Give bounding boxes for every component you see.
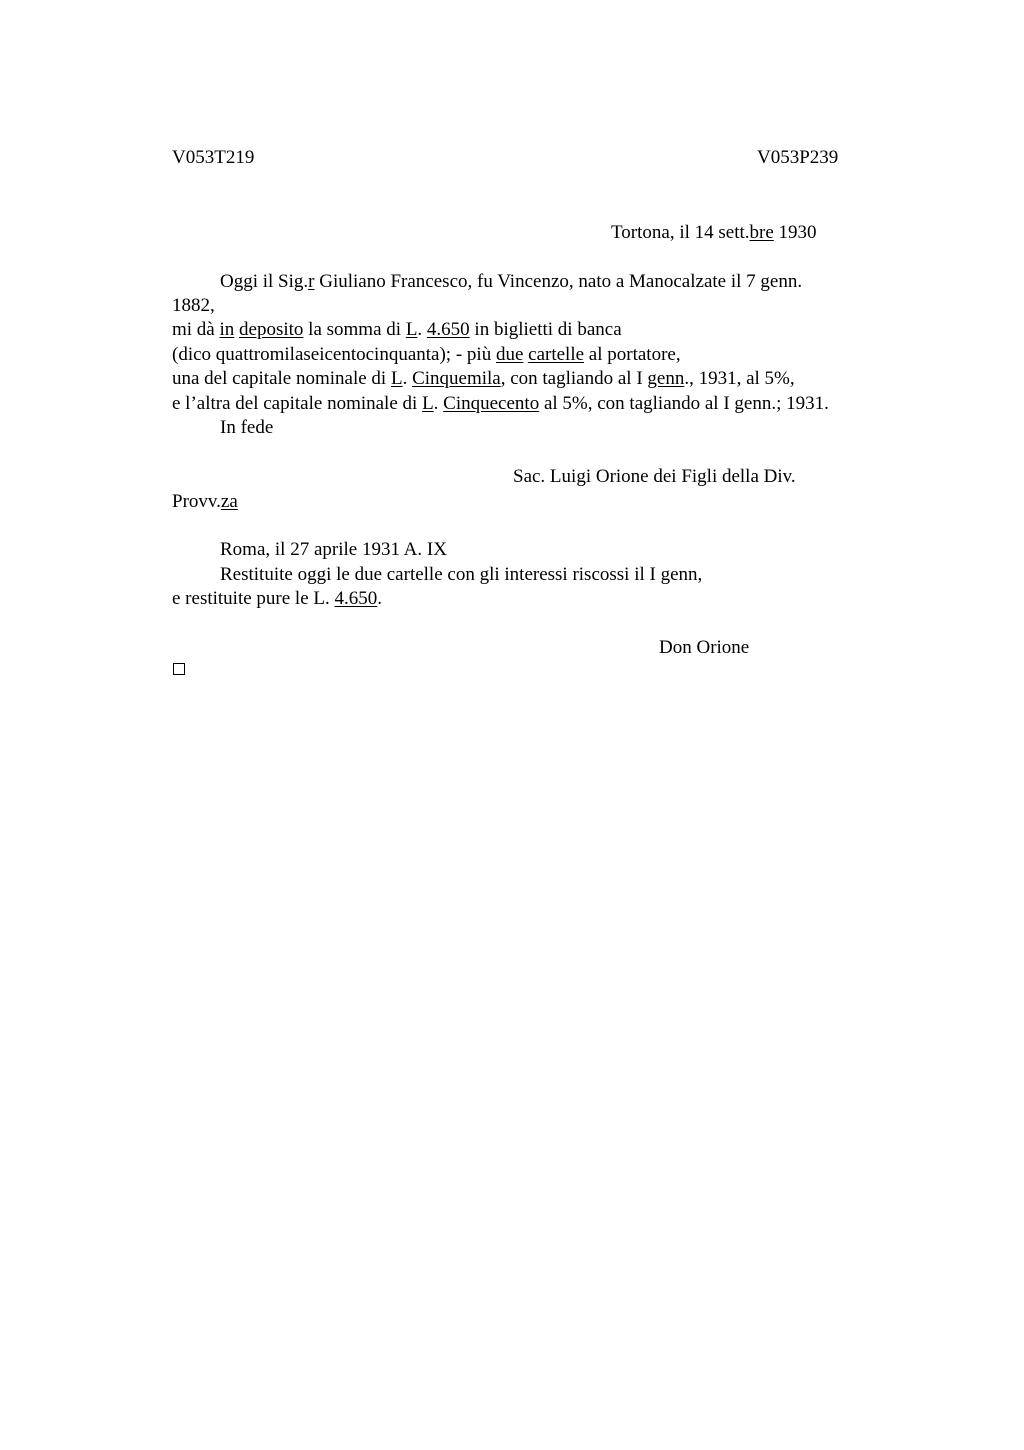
body-text: . xyxy=(417,319,427,340)
body-text: e restituite pure le L. xyxy=(172,588,335,609)
underlined-word: Cinquecento xyxy=(443,393,540,414)
body-text: al portatore, xyxy=(584,344,681,365)
currency-abbrev: L xyxy=(390,368,403,389)
body-text: una del capitale nominale di xyxy=(172,368,391,389)
body-text: la somma di xyxy=(303,319,406,340)
body-text: Provv. xyxy=(172,491,221,512)
body-text: Giuliano Francesco, fu Vincenzo, nato a Manocalzate il 7 genn. xyxy=(314,271,803,292)
postscript-dateline: Roma, il 27 aprile 1931 A. IX xyxy=(220,539,447,560)
underlined-word: in xyxy=(219,319,235,340)
body-line-6 xyxy=(172,392,829,416)
body-text: in biglietti di banca xyxy=(469,319,622,340)
dateline-month-abbrev: bre xyxy=(749,222,774,243)
body-text: al 5%, con tagliando al I genn.; 1931. xyxy=(539,393,829,414)
body-line-2: 1882, xyxy=(172,295,215,316)
body-line-3 xyxy=(172,318,622,342)
dateline xyxy=(611,221,817,245)
dateline-year: 1930 xyxy=(773,222,817,243)
body-text: Oggi il Sig. xyxy=(220,271,309,292)
body-text: e l’altra del capitale nominale di xyxy=(172,393,423,414)
currency-abbrev: L xyxy=(422,393,434,414)
underlined-word: cartelle xyxy=(528,344,585,365)
underlined-word: Cinquemila xyxy=(412,368,501,389)
underlined-word: deposito xyxy=(239,319,304,340)
body-text: (dico quattromilaseicentocinquanta); - più xyxy=(172,344,496,365)
title-abbrev: r xyxy=(308,271,315,292)
body-line-5 xyxy=(172,367,795,391)
document-code-right: V053P239 xyxy=(757,147,839,168)
body-line-7: In fede xyxy=(220,417,274,438)
body-text: . xyxy=(402,368,413,389)
body-line-4 xyxy=(172,343,681,367)
body-text: ., 1931, al 5%, xyxy=(684,368,795,389)
signature-1-line-1: Sac. Luigi Orione dei Figli della Div. xyxy=(513,466,796,487)
body-text: mi dà xyxy=(172,319,220,340)
document-code-left: V053T219 xyxy=(172,147,255,168)
body-text: , con tagliando al I xyxy=(500,368,648,389)
body-line-1 xyxy=(220,270,802,294)
underlined-word: due xyxy=(495,344,524,365)
abbrev-ending: za xyxy=(220,491,238,512)
signature-1-line-2 xyxy=(172,490,238,514)
body-text: . xyxy=(433,393,444,414)
underlined-word: genn xyxy=(647,368,685,389)
square-outline-icon xyxy=(173,663,185,675)
postscript-line-3 xyxy=(172,587,382,611)
amount: 4.650 xyxy=(426,319,470,340)
signature-2: Don Orione xyxy=(659,637,750,658)
amount: 4.650 xyxy=(334,588,378,609)
currency-abbrev: L xyxy=(405,319,418,340)
body-text: . xyxy=(377,588,382,609)
postscript-line-2: Restituite oggi le due cartelle con gli interessi riscossi il I genn, xyxy=(220,564,703,585)
dateline-prefix: Tortona, il 14 sett. xyxy=(611,222,750,243)
